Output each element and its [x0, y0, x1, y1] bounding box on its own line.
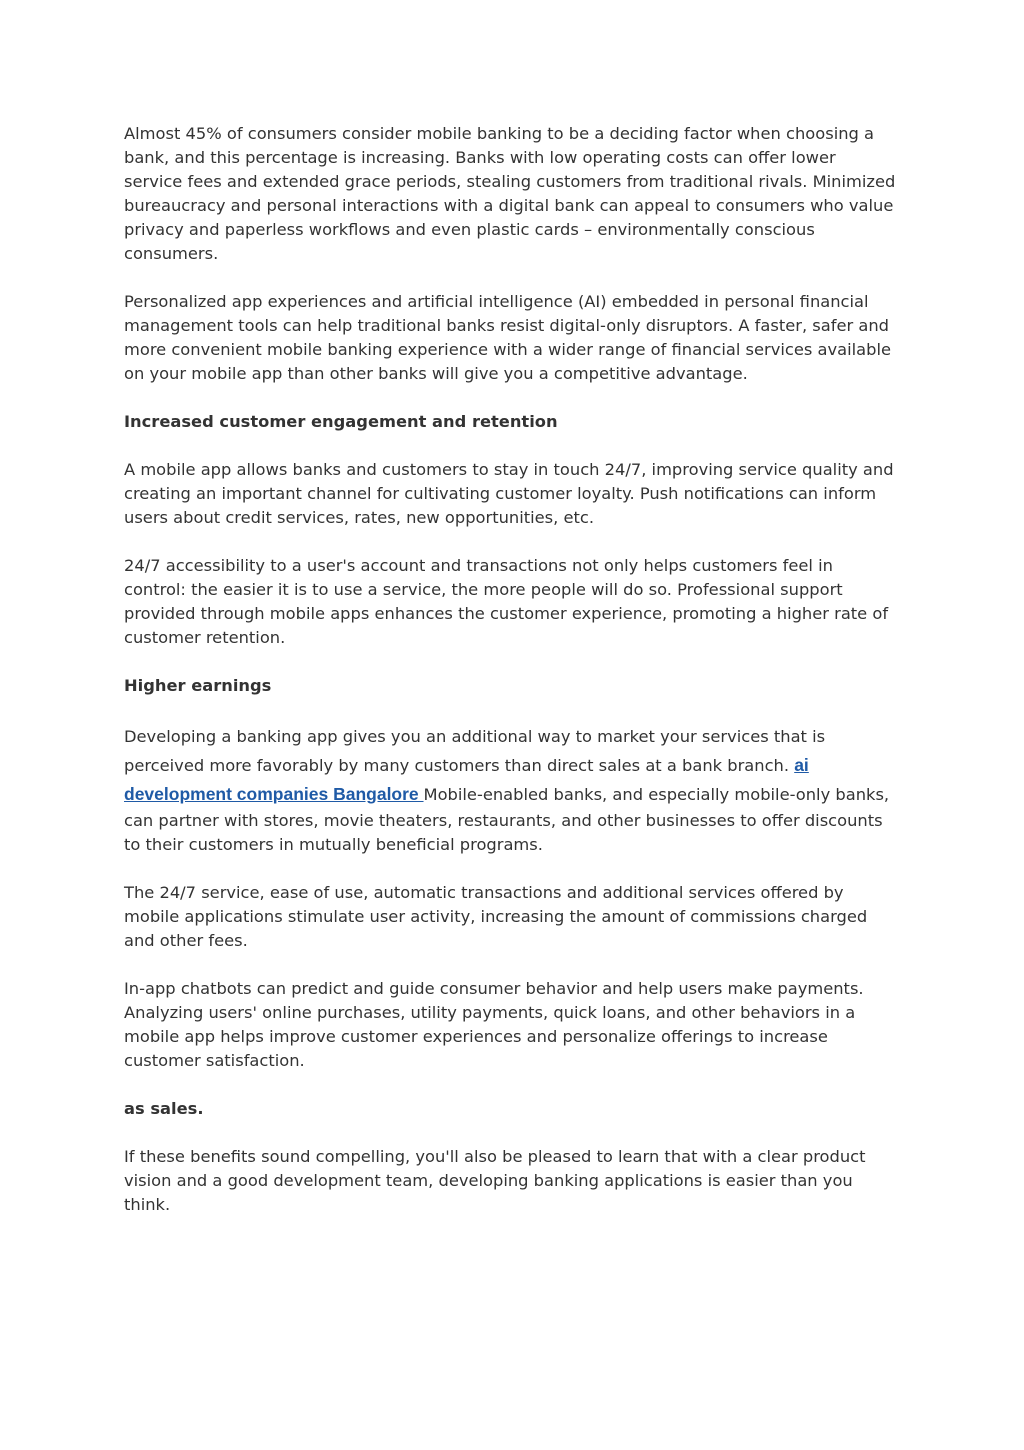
paragraph-text-after-link: Mobile-enabled banks, and especially mobile-only banks, can partner with stores, movie theaters, restaurants, and other businesses to offer discounts to their customers in mutually beneficial programs.: [124, 785, 890, 854]
paragraph-personalized-experiences: Personalized app experiences and artificial intelligence (AI) embedded in personal financial management tools can help traditional banks resist digital-only disruptors. A faster, safer and more convenient mobile banking experience with a wider range of financial services available on your mobile app than other banks will give you a competitive advantage.: [124, 292, 891, 383]
paragraph-developing-app: [124, 722, 899, 857]
ai-development-link[interactable]: ai development companies Bangalore: [124, 755, 809, 804]
paragraph-chatbots: In-app chatbots can predict and guide consumer behavior and help users make payments. Analyzing users' online purchases, utility payments, quick loans, and other behaviors in a mobile app helps improve customer experiences and personalize offerings to increase customer satisfaction.: [124, 979, 864, 1070]
paragraph-conclusion: If these benefits sound compelling, you'll also be pleased to learn that with a clear product vision and a good development team, developing banking applications is easier than you think.: [124, 1147, 866, 1214]
paragraph-accessibility: 24/7 accessibility to a user's account and transactions not only helps customers feel in control: the easier it is to use a service, the more people will do so. Professional support provided through mobile apps enhances the customer experience, promoting a higher rate of customer retention.: [124, 556, 889, 647]
heading-higher-earnings: Higher earnings: [124, 676, 272, 695]
document-page: [124, 122, 899, 1241]
paragraph-service-activity: The 24/7 service, ease of use, automatic transactions and additional services offered by mobile applications stimulate user activity, increasing the amount of commissions charged and other fees.: [124, 883, 868, 950]
heading-engagement-retention: Increased customer engagement and retention: [124, 412, 558, 431]
paragraph-text-before-link: Developing a banking app gives you an additional way to market your services that is perceived more favorably by many customers than direct sales at a bank branch.: [124, 727, 826, 775]
paragraph-mobile-banking-share: Almost 45% of consumers consider mobile banking to be a deciding factor when choosing a bank, and this percentage is increasing. Banks with low operating costs can offer lower service fees and extended grace periods, stealing customers from traditional rivals. Minimized bureaucracy and personal interactions with a digital bank can appeal to consumers who value privacy and paperless workflows and even plastic cards – environmentally conscious consumers.: [124, 124, 896, 263]
heading-as-sales: as sales.: [124, 1099, 204, 1118]
paragraph-stay-in-touch: A mobile app allows banks and customers to stay in touch 24/7, improving service quality and creating an important channel for cultivating customer loyalty. Push notifications can inform users about credit services, rates, new opportunities, etc.: [124, 460, 894, 527]
